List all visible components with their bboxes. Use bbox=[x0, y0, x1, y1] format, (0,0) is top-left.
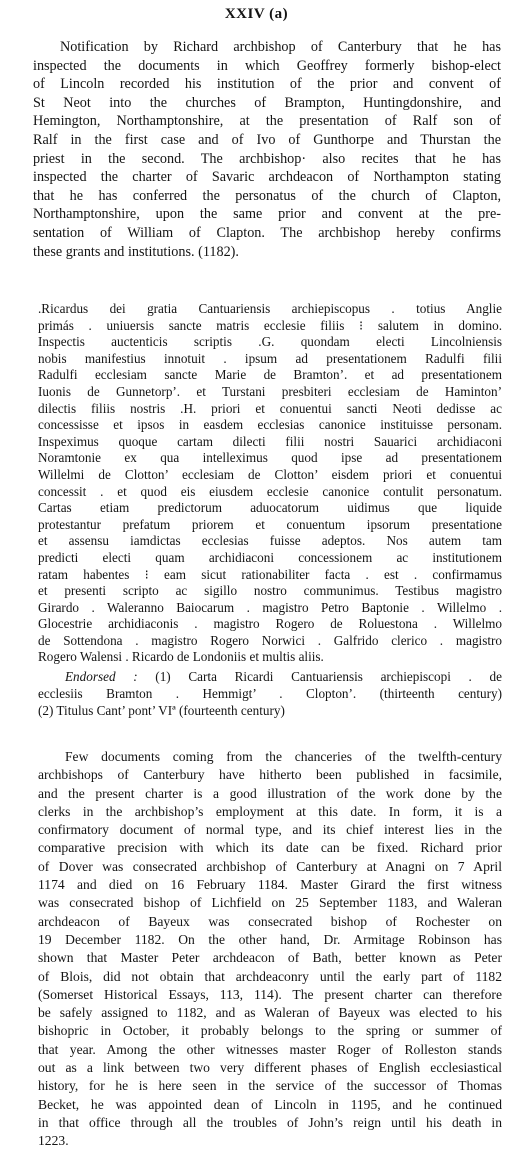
summary-line: St Neot into the churches of Brampton, Huntingdonshire, and bbox=[33, 94, 501, 111]
commentary-line: 1223. bbox=[38, 1133, 69, 1149]
commentary-line: of Dover was consecrated archbishop of Canterbury at Anagni on 7 April bbox=[38, 858, 502, 874]
summary-line: sentation of William of Clapton. The archbishop hereby confirms bbox=[33, 224, 501, 241]
transcription-line: Radulfi ecclesiam sancte Marie de Bramton’. et ad presentationem bbox=[38, 367, 502, 383]
transcription-line: Girardo . Waleranno Baiocarum . magistro Petro Baptonie . Willelmo . bbox=[38, 599, 502, 615]
transcription-line: predicti electi quam archidiaconi concessionem ac institutionem bbox=[38, 549, 502, 565]
commentary-line: of Blois, did not obtain that archdeaconry until the early part of 1182 bbox=[38, 968, 502, 984]
summary-line: Notification by Richard archbishop of Canterbury that he has bbox=[60, 39, 501, 55]
transcription-line: Glocestrie archidiaconis . magistro Rogero de Roluestona . Willelmo bbox=[38, 616, 502, 632]
commentary-line: archdeacon of Bayeux was consecrated bishop of Rochester on bbox=[38, 913, 502, 929]
commentary-line: confirmatory document of normal type, and its chief interest lies in the bbox=[38, 822, 502, 838]
transcription-line: de Sottendona . magistro Rogero Norwici . Galfrido clerico . magistro bbox=[38, 632, 502, 648]
commentary-line: clerks in the archbishop’s employment at this date. In form, it is a bbox=[38, 803, 502, 819]
transcription-line: Noramtonie ex qua intelleximus quod ipse ad presentationem bbox=[38, 450, 502, 466]
transcription-line: concessisse et ipsos in easdem ecclesias canonice instituisse personam. bbox=[38, 417, 502, 433]
commentary-line: out as a link between two very different phases of English ecclesiastical bbox=[38, 1060, 502, 1076]
commentary-line: be safely assigned to 1182, and as Waleran of Bayeux was elected to his bbox=[38, 1005, 502, 1021]
commentary-line: history, for he is here seen in the service of the successor of Thomas bbox=[38, 1078, 502, 1094]
commentary-line: Becket, he was appointed dean of Lincoln in 1195, and he continued bbox=[38, 1096, 502, 1112]
transcription-line: nobis manifestius innotuit . ipsum ad presentationem Radulfi filii bbox=[38, 350, 502, 366]
commentary-line: Few documents coming from the chanceries of the twelfth-century bbox=[65, 749, 502, 764]
endorsement-line: (2) Titulus Cant’ pont’ VIª (fourteenth century) bbox=[38, 703, 285, 718]
commentary-line: (Somerset Historical Essays, 113, 114). The present charter can therefore bbox=[38, 986, 502, 1002]
summary-line: of Lincoln recorded his institution of the prior and convent of bbox=[33, 76, 501, 93]
transcription-line: primás . uniuersis sancte matris ecclesie filiis ⁝ salutem in domino. bbox=[38, 317, 502, 333]
summary-line: inspected the documents in which Geoffrey formerly bishop-elect bbox=[33, 57, 501, 74]
transcription-line: .Ricardus dei gratia Cantuariensis archiepiscopus . totius Anglie bbox=[38, 301, 502, 316]
commentary-line: and the present charter is a good illustration of the work done by the bbox=[38, 785, 502, 801]
summary-line: these grants and institutions. (1182). bbox=[33, 243, 239, 260]
endorsed-label: Endorsed : bbox=[65, 669, 138, 684]
transcription-line: dilectis filiis nostris .H. priori et conuentui sancti Neoti dedisse ac bbox=[38, 400, 502, 416]
charter-transcription bbox=[38, 301, 502, 666]
endorsement-note bbox=[38, 668, 502, 719]
commentary-line: in that office through all the troubles of John’s reign until his death in bbox=[38, 1114, 502, 1130]
transcription-line: Rogero Walensi . Ricardo de Londoniis et multis aliis. bbox=[38, 649, 324, 665]
summary-paragraph bbox=[33, 38, 501, 261]
commentary-paragraph bbox=[38, 748, 502, 1151]
commentary-line: that year. Among the other witnesses master Roger of Rolleston stands bbox=[38, 1041, 502, 1057]
commentary-line: comparative precision with which its date can be fixed. Richard prior bbox=[38, 840, 502, 856]
commentary-line: shown that Master Peter archdeacon of Bath, better known as Peter bbox=[38, 950, 502, 966]
summary-line: inspected the charter of Savaric archdeacon of Northampton stating bbox=[33, 169, 501, 186]
endorsement-text: (1) Carta Ricardi Cantuariensis archiepiscopi . de bbox=[137, 669, 502, 684]
transcription-line: et presenti scripto ac sigillo nostro communimus. Testibus magistro bbox=[38, 583, 502, 599]
transcription-line: Iuonis de Gunnetorp’. et Turstani presbiteri ecclesiam de Haminton’ bbox=[38, 383, 502, 399]
summary-line: priest in the second. The archbishop· also recites that he has bbox=[33, 150, 501, 167]
commentary-line: archbishops of Canterbury have hitherto been published in facsimile, bbox=[38, 767, 502, 783]
endorsement-line bbox=[38, 668, 502, 685]
transcription-line: Willelmi de Clotton’ ecclesiam de Clotton’ eisdem priori et conuentui bbox=[38, 466, 502, 482]
summary-line: Ralf in the first case and of Ivo of Gunthorpe and Thurstan the bbox=[33, 131, 501, 148]
transcription-line: ratam habentes ⁝ eam sicut rationabiliter facta . est . confirmamus bbox=[38, 566, 502, 582]
commentary-line: 19 December 1182. On the other hand, Dr. Armitage Robinson has bbox=[38, 931, 502, 947]
commentary-line: 1174 and died on 16 February 1184. Master Girard the first witness bbox=[38, 877, 502, 893]
summary-line: that he has conferred the personatus of the church of Clapton, bbox=[33, 187, 501, 204]
commentary-line: bishopric in October, it probably belongs to the spring or summer of bbox=[38, 1023, 502, 1039]
commentary-line: was consecrated bishop of Lichfield on 25 September 1183, and Waleran bbox=[38, 895, 502, 911]
endorsement-line: ecclesiis Bramton . Hemmigt’ . Clopton’. (thirteenth century) bbox=[38, 686, 502, 701]
transcription-line: protestantur prefatum priorem et conuentum ipsorum presentatione bbox=[38, 516, 502, 532]
transcription-line: Inspeximus quoque cartam dilecti filii nostri Sauarici archidiaconi bbox=[38, 433, 502, 449]
summary-line: Northamptonshire, upon the same prior and convent at the pre- bbox=[33, 206, 501, 223]
summary-line: Hemington, Northamptonshire, at the presentation of Ralf son of bbox=[33, 113, 501, 130]
transcription-line: concessit . et quod eis eiusdem ecclesie canonice contulit personatum. bbox=[38, 483, 502, 499]
transcription-line: et assensu iamdictas ecclesias fuisse adeptos. Nos autem tam bbox=[38, 533, 502, 549]
transcription-line: Inspectis auctenticis scriptis .G. quondam electi Lincolniensis bbox=[38, 334, 502, 350]
transcription-line: Cartas etiam predictorum aduocatorum uidimus que liquide bbox=[38, 500, 502, 516]
document-heading: XXIV (a) bbox=[224, 6, 289, 22]
